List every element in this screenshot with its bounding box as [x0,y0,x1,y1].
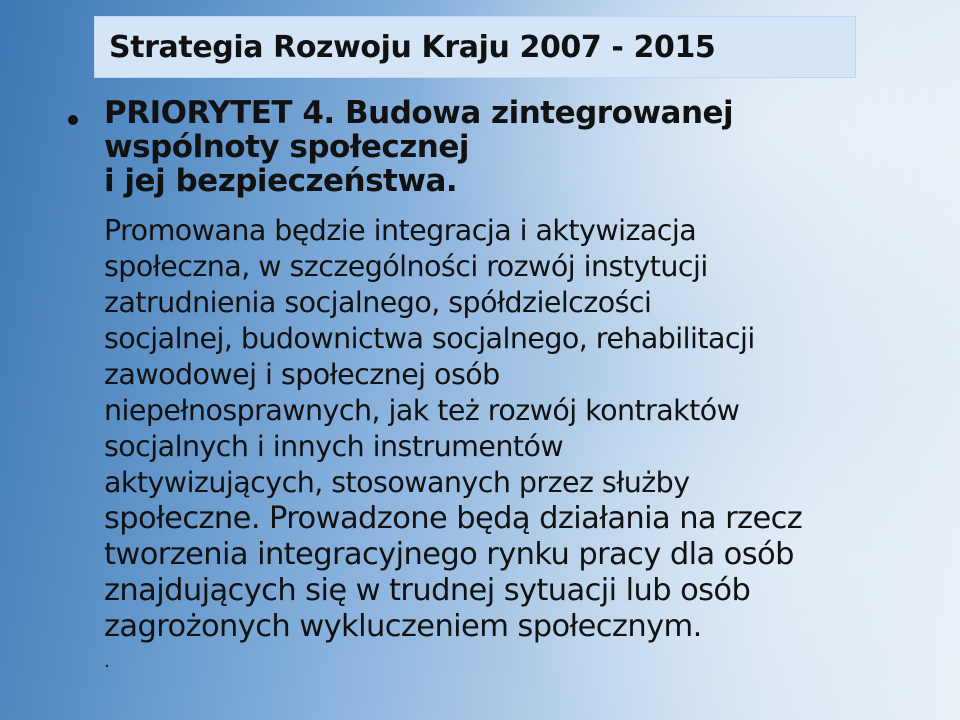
slide-title: Strategia Rozwoju Kraju 2007 - 2015 [109,30,716,65]
body-line: socjalnych i innych instrumentów [104,430,564,463]
body-line: niepełnosprawnych, jak też rozwój kontraktów [104,394,740,427]
priority-heading [104,96,924,198]
body-line: znajdujących się w trudnej sytuacji lub osób [104,573,751,608]
title-box [94,16,856,78]
body-line: zawodowej i społecznej osób [104,358,500,391]
body-line: zagrożonych wykluczeniem społecznym. [104,609,702,644]
body-line: społeczne. Prowadzone będą działania na rzecz [104,501,803,536]
body-line: Promowana będzie integracja i aktywizacja [104,214,697,247]
heading-line: i jej bezpieczeństwa. [104,163,458,199]
body-line: aktywizujących, stosowanych przez służby [104,466,690,499]
body-line: socjalnej, budownictwa socjalnego, rehabilitacji [104,322,755,355]
bullet-icon [68,115,78,125]
body-line: zatrudnienia socjalnego, spółdzielczości [104,286,652,319]
body-line: społeczna, w szczególności rozwój instytucji [104,250,708,283]
trailing-mark: . [104,651,110,672]
body-paragraph [104,213,944,645]
body-line: tworzenia integracyjnego rynku pracy dla osób [104,537,794,572]
heading-line: wspólnoty społecznej [104,129,469,165]
heading-line: PRIORYTET 4. Budowa zintegrowanej [104,95,734,131]
